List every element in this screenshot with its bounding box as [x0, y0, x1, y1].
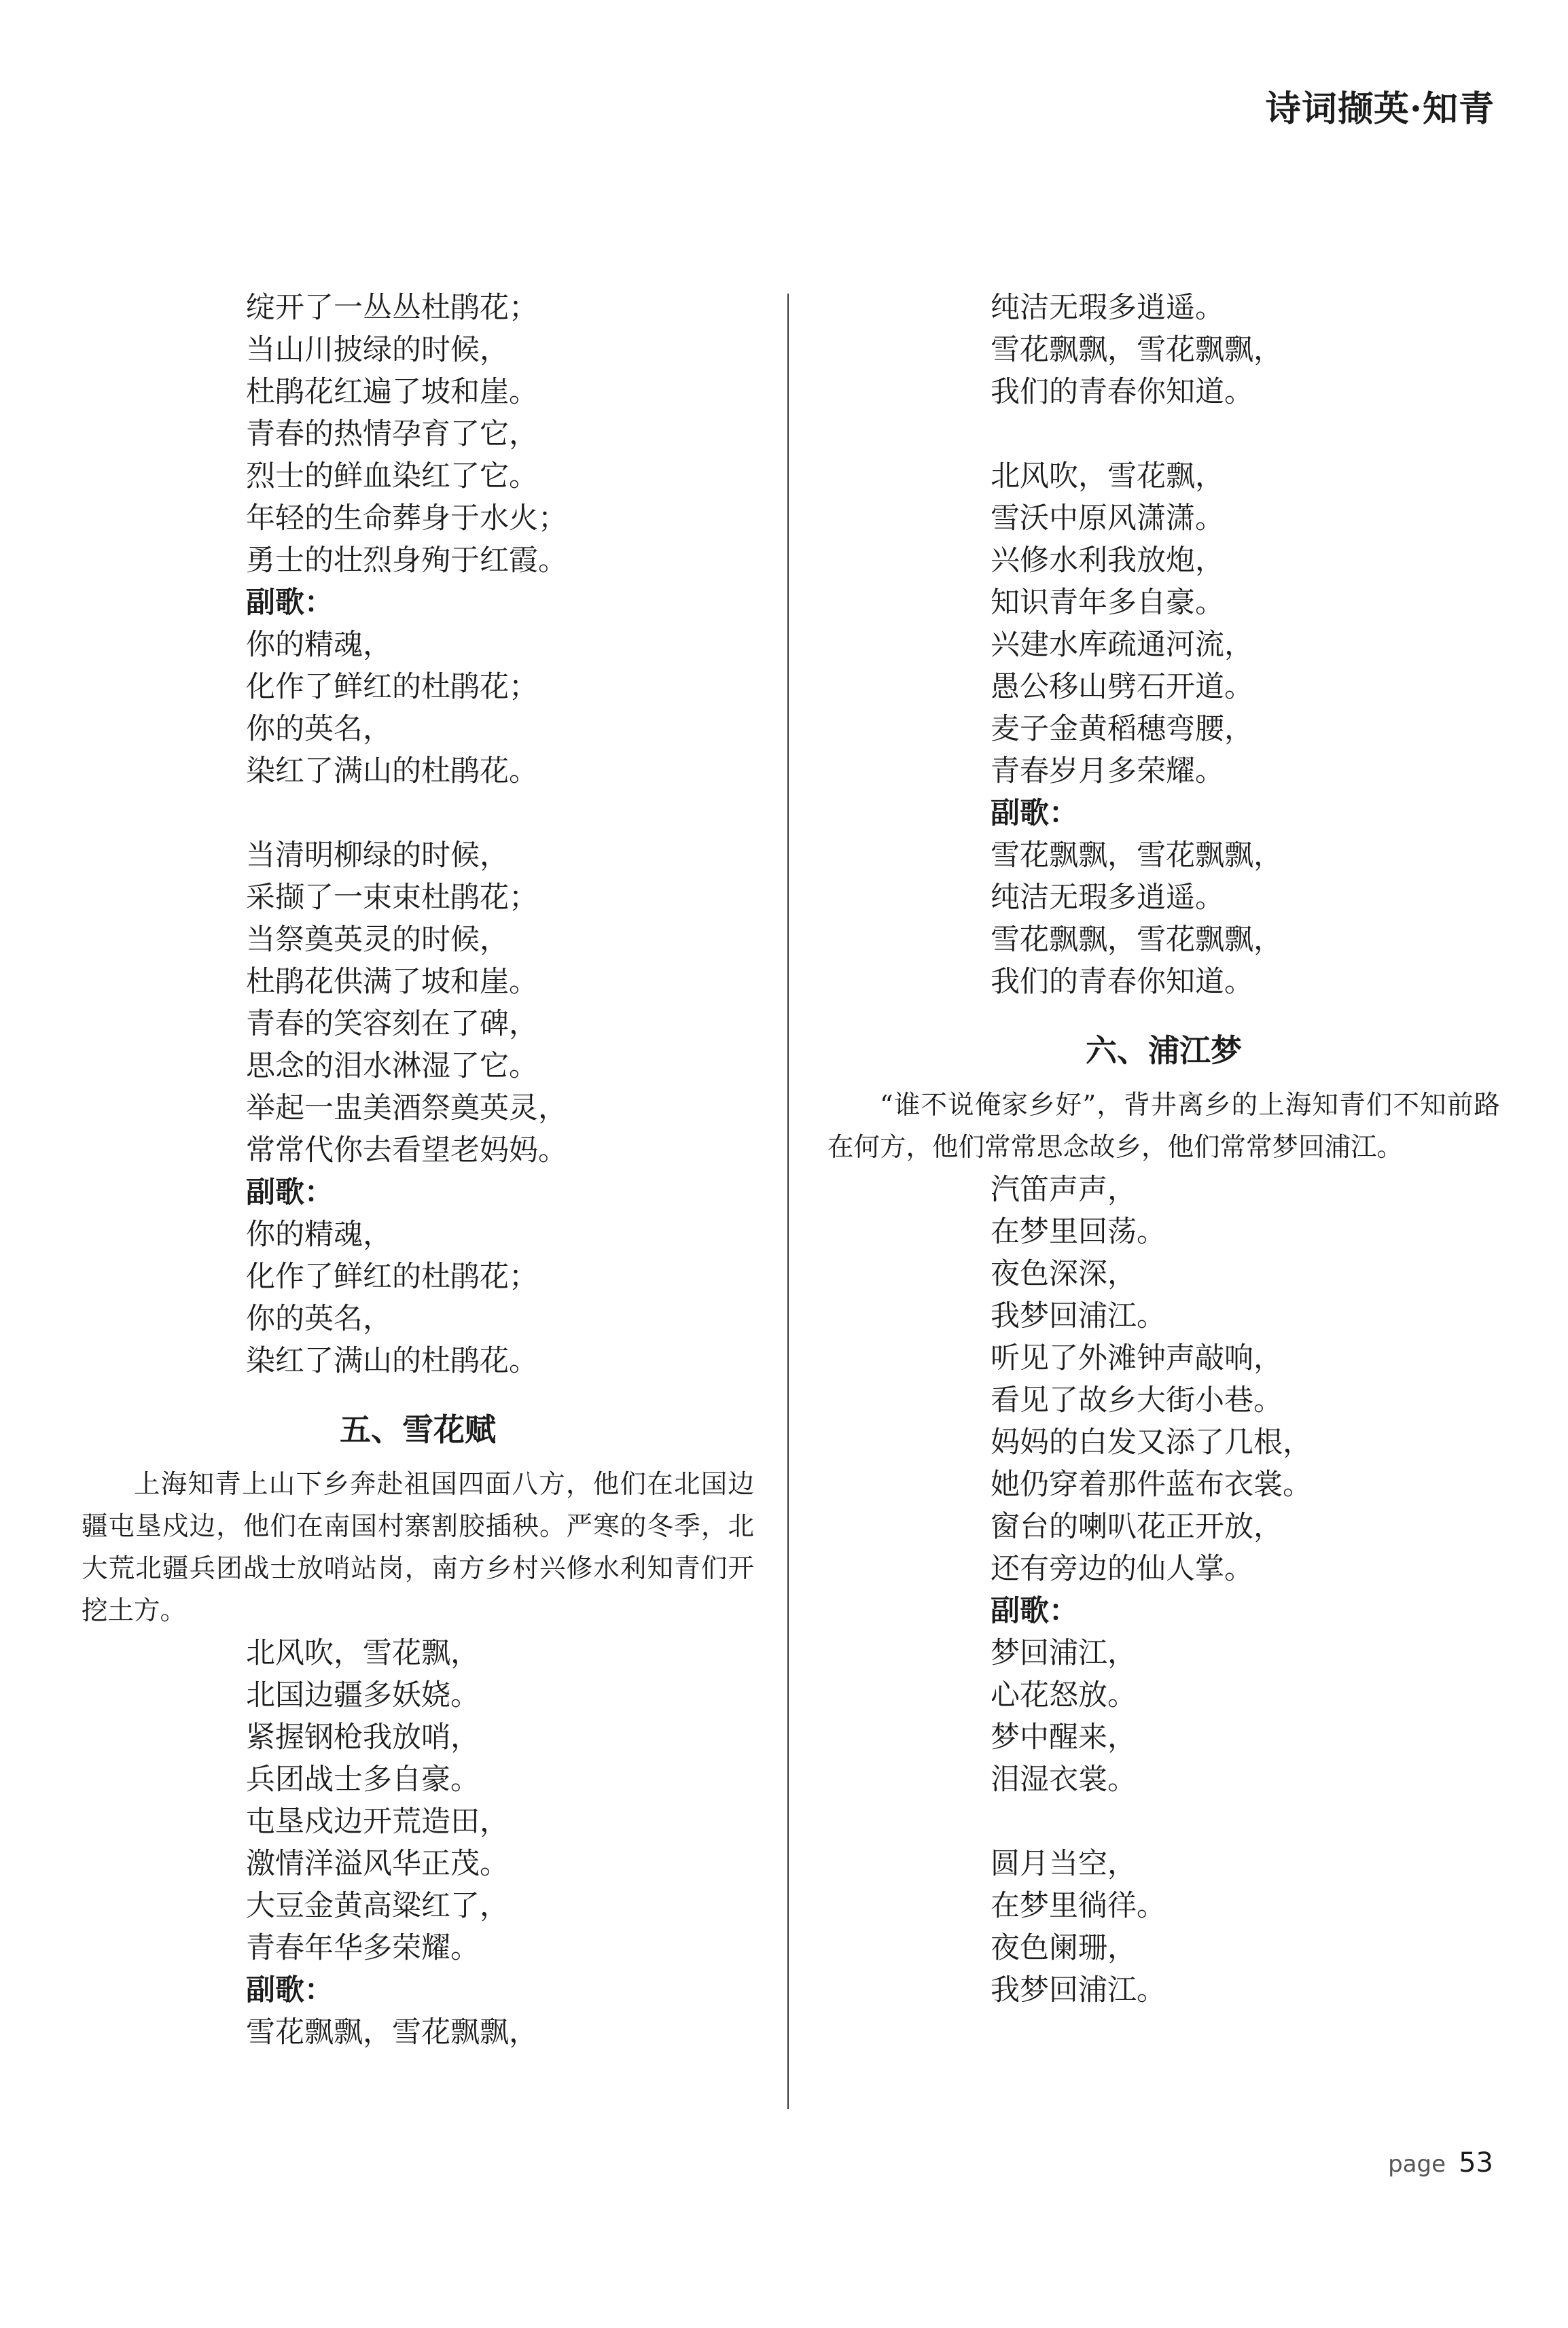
chorus-line: 你的英名， — [246, 712, 392, 746]
chorus-label: 副歌： — [246, 1176, 334, 1210]
poem-line: 麦子金黄稻穗弯腰， — [991, 712, 1253, 746]
poem-stanza — [827, 455, 1500, 1003]
chorus-line: 雪花飘飘，雪花飘飘， — [991, 923, 1283, 957]
poem-line: 屯垦戍边开荒造田， — [246, 1805, 509, 1839]
poem-line: 年轻的生命葬身于水火； — [246, 501, 567, 535]
poem-stanza — [827, 1843, 1500, 2011]
poem-line: 思念的泪水淋湿了它。 — [246, 1049, 538, 1083]
poem-line: 兵团战士多自豪。 — [246, 1763, 480, 1797]
chorus-label: 副歌： — [991, 1594, 1078, 1628]
poem-stanza — [82, 287, 754, 792]
poem-line: 青春的笑容刻在了碑， — [246, 1007, 538, 1041]
poem-stanza — [82, 834, 754, 1382]
poem-line: 紧握钢枪我放哨， — [246, 1721, 480, 1754]
poem-line: 北风吹，雪花飘， — [246, 1636, 480, 1670]
poem-line: 青春年华多荣耀。 — [246, 1931, 480, 1965]
chorus-line: 纯洁无瑕多逍遥。 — [991, 881, 1224, 915]
chorus-line: 化作了鲜红的杜鹃花； — [246, 1260, 538, 1294]
stanza-gap — [827, 1801, 1500, 1843]
poem-line: 烈士的鲜血染红了它。 — [246, 459, 538, 493]
poem-line: 我梦回浦江。 — [991, 1973, 1166, 2007]
poem-line: 激情洋溢风华正茂。 — [246, 1847, 509, 1881]
chorus-line: 泪湿衣裳。 — [991, 1763, 1137, 1797]
chorus-line: 雪花飘飘，雪花飘飘， — [246, 2015, 538, 2049]
poem-line: 雪沃中原风潇潇。 — [991, 501, 1224, 535]
poem-line: 采撷了一束束杜鹃花； — [246, 881, 538, 915]
poem-stanza — [82, 1632, 754, 2053]
poem-line: 当山川披绿的时候， — [246, 333, 509, 367]
chorus-line: 染红了满山的杜鹃花。 — [246, 754, 538, 788]
poem-line: 兴修水利我放炮， — [991, 544, 1224, 578]
page-label: page — [1388, 2151, 1446, 2178]
poem-line: 青春的热情孕育了它， — [246, 417, 538, 451]
section-title: 五、雪花赋 — [340, 1411, 496, 1448]
chorus-line: 你的精魂， — [246, 1218, 392, 1252]
poem-line: 纯洁无瑕多逍遥。 — [991, 291, 1224, 325]
chorus-line: 你的英名， — [246, 1302, 392, 1336]
poem-line: 常常代你去看望老妈妈。 — [246, 1133, 567, 1167]
poem-line: 当祭奠英灵的时候， — [246, 923, 509, 957]
poem-line: 在梦里回荡。 — [991, 1215, 1166, 1249]
poem-line: 看见了故乡大街小巷。 — [991, 1383, 1283, 1417]
poem-line: 窗台的喇叭花正开放， — [991, 1510, 1283, 1544]
poem-line: 绽开了一丛丛杜鹃花； — [246, 291, 538, 325]
stanza-gap — [827, 413, 1500, 455]
right-column — [827, 287, 1500, 2011]
stanza-gap — [82, 792, 754, 834]
chorus-line: 我们的青春你知道。 — [991, 965, 1253, 999]
poem-line: 北国边疆多妖娆。 — [246, 1678, 480, 1712]
poem-line: 圆月当空， — [991, 1847, 1137, 1881]
poem-line: 北风吹，雪花飘， — [991, 459, 1224, 493]
chorus-label: 副歌： — [246, 1973, 334, 2007]
chorus-line: 化作了鲜红的杜鹃花； — [246, 670, 538, 704]
poem-line: 夜色深深， — [991, 1257, 1137, 1291]
page-header-title: 诗词撷英·知青 — [1265, 88, 1495, 130]
poem-line: 她仍穿着那件蓝布衣裳。 — [991, 1468, 1312, 1502]
poem-line: 听见了外滩钟声敲响， — [991, 1341, 1283, 1375]
poem-stanza — [827, 287, 1500, 413]
poem-line: 夜色阑珊， — [991, 1931, 1137, 1965]
poem-stanza — [827, 1169, 1500, 1801]
poem-line: 还有旁边的仙人掌。 — [991, 1552, 1253, 1586]
chorus-label: 副歌： — [246, 586, 334, 620]
poem-line: 我梦回浦江。 — [991, 1299, 1166, 1333]
poem-line: 在梦里徜徉。 — [991, 1889, 1166, 1923]
page-number: 53 — [1459, 2147, 1493, 2179]
section-intro: 上海知青上山下乡奔赴祖国四面八方，他们在北国边疆屯垦戍边，他们在南国村寨割胶插秧。严寒的冬季，北大荒北疆兵团战士放哨站岗，南方乡村兴修水利知青们开挖土方。 — [82, 1469, 754, 1626]
chorus-line: 梦回浦江， — [991, 1636, 1137, 1670]
page-footer — [1388, 2147, 1493, 2179]
poem-line: 我们的青春你知道。 — [991, 375, 1253, 409]
poem-line: 雪花飘飘，雪花飘飘， — [991, 333, 1283, 367]
section-title: 六、浦江梦 — [1086, 1032, 1242, 1069]
chorus-line: 染红了满山的杜鹃花。 — [246, 1344, 538, 1378]
poem-line: 愚公移山劈石开道。 — [991, 670, 1253, 704]
chorus-line: 你的精魂， — [246, 628, 392, 662]
poem-line: 青春岁月多荣耀。 — [991, 754, 1224, 788]
column-divider — [787, 294, 789, 2109]
chorus-line: 梦中醒来， — [991, 1721, 1137, 1754]
chorus-label: 副歌： — [991, 796, 1078, 830]
poem-line: 兴建水库疏通河流， — [991, 628, 1253, 662]
poem-line: 知识青年多自豪。 — [991, 586, 1224, 620]
chorus-line: 雪花飘飘，雪花飘飘， — [991, 839, 1283, 872]
left-column — [82, 287, 754, 2053]
poem-line: 杜鹃花供满了坡和崖。 — [246, 965, 538, 999]
poem-line: 汽笛声声， — [991, 1173, 1137, 1207]
poem-line: 妈妈的白发又添了几根， — [991, 1426, 1312, 1460]
poem-line: 当清明柳绿的时候， — [246, 839, 509, 872]
chorus-line: 心花怒放。 — [991, 1678, 1137, 1712]
poem-line: 勇士的壮烈身殉于红霞。 — [246, 544, 567, 578]
poem-line: 大豆金黄高粱红了， — [246, 1889, 509, 1923]
poem-line: 举起一盅美酒祭奠英灵， — [246, 1091, 567, 1125]
poem-line: 杜鹃花红遍了坡和崖。 — [246, 375, 538, 409]
section-intro: “谁不说俺家乡好”，背井离乡的上海知青们不知前路在何方，他们常常思念故乡，他们常常梦回浦江。 — [827, 1090, 1500, 1163]
